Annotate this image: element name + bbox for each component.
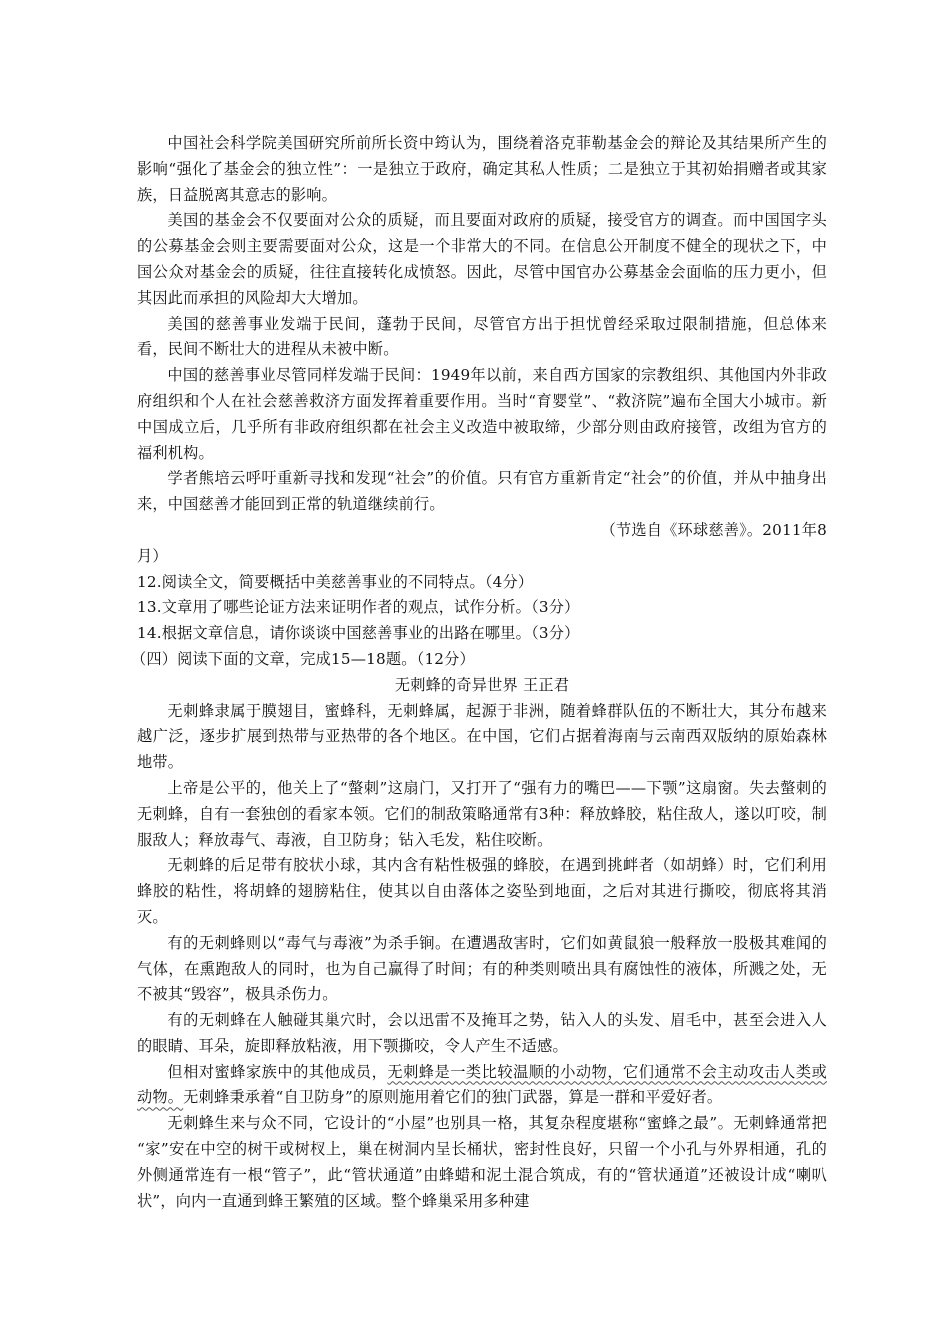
passage-paragraph: 美国的慈善事业发端于民间，蓬勃于民间，尽管官方出于担忧曾经采取过限制措施，但总体来看，民间不断壮大的进程从未被中断。 (137, 314, 827, 359)
passage-paragraph: 学者熊培云呼吁重新寻找和发现“社会”的价值。只有官方重新肯定“社会”的价值，并从中抽身出来，中国慈善才能回到正常的轨道继续前行。 (137, 469, 827, 514)
document-page (131, 131, 827, 1214)
passage-paragraph: 中国社会科学院美国研究所前所长资中筠认为，围绕着洛克菲勒基金会的辩论及其结果所产生的影响“强化了基金会的独立性”：一是独立于政府，确定其私人性质；二是独立于其初始捐赠者或其家族，日益脱离其意志的影响。 (137, 134, 827, 204)
article-paragraph: 上帝是公平的，他关上了“螫刺”这扇门，又打开了“强有力的嘴巴——下颚”这扇窗。失去螫刺的无刺蜂，自有一套独创的看家本领。它们的制敌策略通常有3种：释放蜂胶，粘住敌人，遂以叮咬，制服敌人；释放毒气、毒液，自卫防身；钻入毛发，粘住咬断。 (137, 778, 827, 849)
article-paragraph-underlined (137, 1060, 827, 1112)
article-title: 无刺蜂的奇异世界 王正君 (394, 675, 570, 694)
source-citation: （节选自《环球慈善》。2011年8 (600, 520, 827, 539)
question-14: 14.根据文章信息，请你谈谈中国慈善事业的出路在哪里。（3分） (137, 624, 580, 643)
underlined-para-after: 无刺蜂秉承着“自卫防身”的原则施用着它们的独门武器，算是一群和平爱好者。 (183, 1088, 723, 1107)
passage-paragraph: 美国的基金会不仅要面对公众的质疑，而且要面对政府的质疑，接受官方的调查。而中国国字头的公募基金会则主要需要面对公众，这是一个非常大的不同。在信息公开制度不健全的现状之下，中国公众对基金会的质疑，往往直接转化成愤怒。因此，尽管中国官办公募基金会面临的压力更小，但其因此而承担的风险却大大增加。 (137, 211, 827, 307)
article-paragraph: 有的无刺蜂则以“毒气与毒液”为杀手锏。在遭遇敌害时，它们如黄鼠狼一般释放一股极其难闻的气体，在熏跑敌人的同时，也为自己赢得了时间；有的种类则喷出具有腐蚀性的液体，所溅之处，无不被其“毁容”，极具杀伤力。 (137, 933, 827, 1004)
question-12: 12.阅读全文，简要概括中美慈善事业的不同特点。（4分） (137, 572, 534, 591)
article-paragraph: 无刺蜂的后足带有胶状小球，其内含有粘性极强的蜂胶，在遇到挑衅者（如胡蜂）时，它们利用蜂胶的粘性，将胡蜂的翅膀粘住，使其以自由落体之姿坠到地面，之后对其进行撕咬，彻底将其消灭。 (137, 856, 827, 926)
underlined-para-before: 但相对蜜蜂家族中的其他成员， (167, 1062, 388, 1081)
source-citation-tail: 月） (137, 546, 168, 565)
article-paragraph: 有的无刺蜂在人触碰其巢穴时，会以迅雷不及掩耳之势，钻入人的头发、眉毛中，甚至会进入人的眼睛、耳朵，旋即释放粘液，用下颚撕咬，令人产生不适感。 (137, 1011, 827, 1055)
section-heading: （四）阅读下面的文章，完成15—18题。（12分） (131, 649, 475, 668)
article-paragraph: 无刺蜂生来与众不同，它设计的“小屋”也别具一格，其复杂程度堪称“蜜蜂之最”。无刺蜂通常把 “家”安在中空的树干或树杈上，巢在树洞内呈长桶状，密封性良好，只留一个小孔与外界相通，孔的外侧通常连有一根“管子”，此“管状通道”由蜂蜡和泥土混合筑成，有的“管状通道”还被设计成“喇叭状”，向内一直通到蜂王繁殖的区域。整个蜂巢采用多种建 (137, 1114, 827, 1210)
article-paragraph: 无刺蜂隶属于膜翅目，蜜蜂科，无刺蜂属，起源于非洲，随着蜂群队伍的不断壮大，其分布越来越广泛，逐步扩展到热带与亚热带的各个地区。在中国，它们占据着海南与云南西双版纳的原始森林地带。 (137, 701, 827, 772)
question-13: 13.文章用了哪些论证方法来证明作者的观点，试作分析。（3分） (137, 598, 580, 617)
passage-paragraph: 中国的慈善事业尽管同样发端于民间：1949年以前，来自西方国家的宗教组织、其他国内外非政府组织和个人在社会慈善救济方面发挥着重要作用。当时“育婴堂”、“救济院”遍布全国大小城市。新中国成立后，几乎所有非政府组织都在社会主义改造中被取缔，少部分则由政府接管，改组为官方的福利机构。 (137, 366, 827, 462)
wavy-underlined-sentence: 无刺蜂是一类比较温顺的小动物，它们通常不会主动攻击人类或动物。 (137, 1062, 827, 1107)
